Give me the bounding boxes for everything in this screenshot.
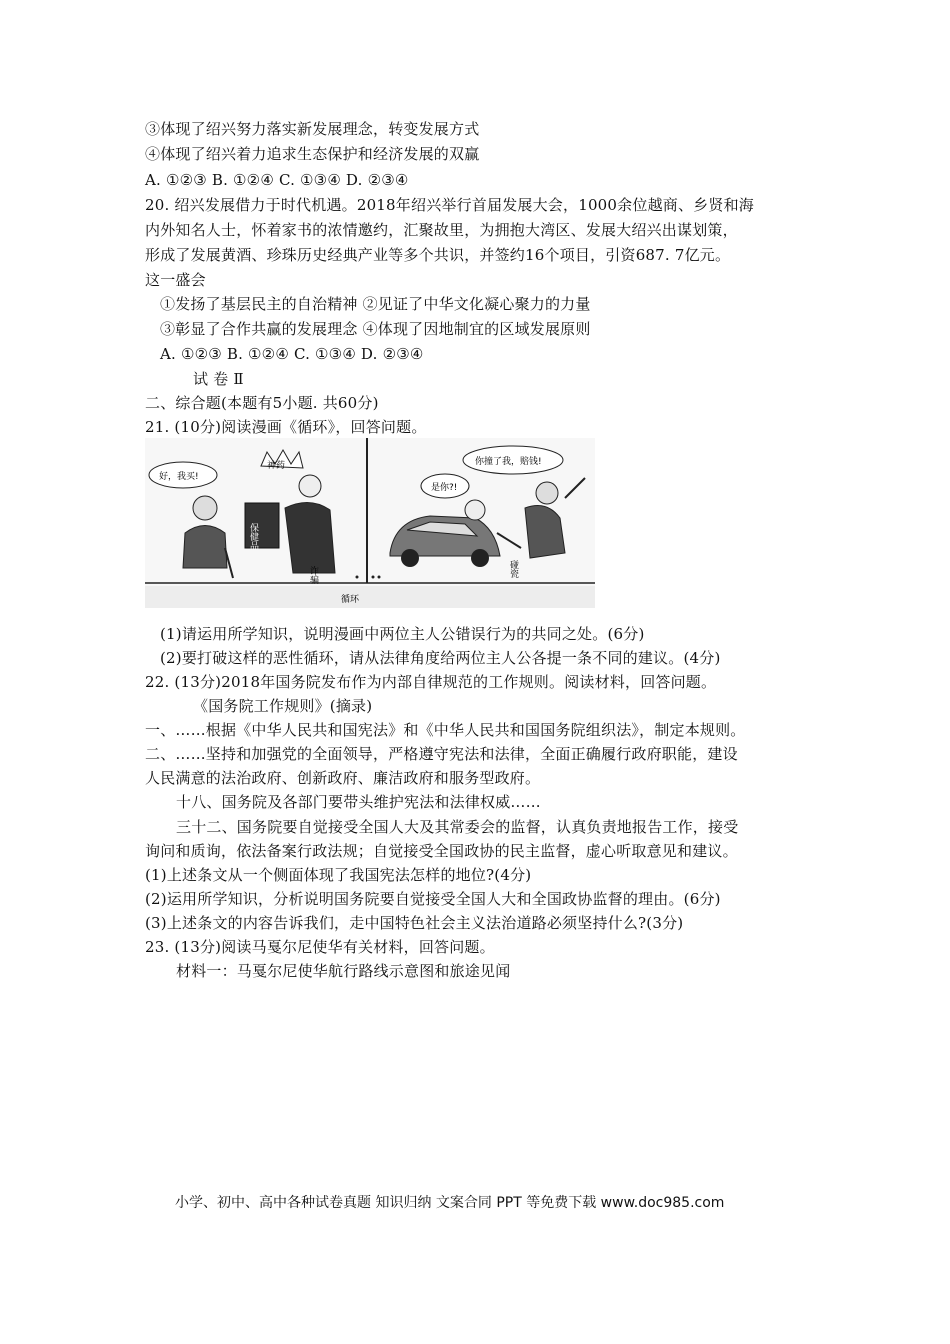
fraud-label: 诈骗 bbox=[308, 566, 318, 584]
box-text: 保健品 bbox=[248, 523, 258, 550]
question-22-part-1: (1)上述条文从一个侧面体现了我国宪法怎样的地位?(4分) bbox=[145, 866, 532, 884]
question-20-stem: 20. 绍兴发展借力于时代机遇。2018年绍兴举行首届发展大会，1000余位越商、乡贤和海 bbox=[145, 196, 754, 214]
question-20-stem-end: 这一盛会 bbox=[145, 271, 206, 289]
paper-part-heading: 试 卷 Ⅱ bbox=[193, 370, 244, 388]
section-heading: 二、综合题(本题有5小题. 共60分) bbox=[145, 394, 379, 412]
crown-text: 神药 bbox=[267, 461, 286, 471]
question-20-options-a: ①发扬了基层民主的自治精神 ②见证了中华文化凝心聚力的力量 bbox=[160, 295, 591, 313]
rule-article-2: 二、……坚持和加强党的全面领导，严格遵守宪法和法律，全面正确履行政府职能，建设 bbox=[145, 745, 738, 763]
option-3: ③体现了绍兴努力落实新发展理念，转变发展方式 bbox=[145, 120, 480, 138]
question-21-part-1: (1)请运用所学知识，说明漫画中两位主人公错误行为的共同之处。(6分) bbox=[160, 625, 645, 643]
question-20-options-b: ③彰显了合作共赢的发展理念 ④体现了因地制宜的区域发展原则 bbox=[160, 320, 591, 338]
rule-article-1: 一、……根据《中华人民共和国宪法》和《中华人民共和国国务院组织法》，制定本规则。 bbox=[145, 721, 746, 739]
question-22-part-2: (2)运用所学知识，分析说明国务院要自觉接受全国人大和全国政协监督的理由。(6分) bbox=[145, 890, 721, 908]
question-23-material-1: 材料一：马戛尔尼使华航行路线示意图和旅途见闻 bbox=[176, 962, 511, 980]
cartoon-caption: 循环 bbox=[341, 595, 360, 605]
rule-article-18: 十八、国务院及各部门要带头维护宪法和法律权威…… bbox=[176, 793, 541, 811]
answer-choices-20: A. ①②③ B. ①②④ C. ①③④ D. ②③④ bbox=[160, 345, 424, 363]
page-footer: 小学、初中、高中各种试卷真题 知识归纳 文案合同 PPT 等免费下载 www.doc985.com bbox=[175, 1195, 725, 1211]
fake-accident-label: 碰瓷 bbox=[508, 560, 518, 578]
question-20-stem-cont: 内外知名人士，怀着家书的浓情邀约，汇聚故里，为拥抱大湾区、发展大绍兴出谋划策， bbox=[145, 221, 738, 239]
question-21-part-2: (2)要打破这样的恶性循环，请从法律角度给两位主人公各提一条不同的建议。(4分) bbox=[160, 649, 721, 667]
rule-article-2-cont: 人民满意的法治政府、创新政府、廉洁政府和服务型政府。 bbox=[145, 769, 541, 787]
question-22-stem: 22. (13分)2018年国务院发布作为内部自律规范的工作规则。阅读材料，回答问题。 bbox=[145, 673, 717, 691]
question-20-stem-cont: 形成了发展黄酒、珍珠历史经典产业等多个共识，并签约16个项目，引资687. 7亿元。 bbox=[145, 246, 731, 264]
question-21-stem: 21. (10分)阅读漫画《循环》，回答问题。 bbox=[145, 418, 427, 436]
question-23-stem: 23. (13分)阅读马戛尔尼使华有关材料，回答问题。 bbox=[145, 938, 495, 956]
bubble-mid-text: 是你?! bbox=[431, 483, 458, 493]
rule-article-32: 三十二、国务院要自觉接受全国人大及其常委会的监督，认真负责地报告工作，接受 bbox=[176, 818, 739, 836]
material-title: 《国务院工作规则》(摘录) bbox=[193, 697, 373, 715]
question-22-part-3: (3)上述条文的内容告诉我们，走中国特色社会主义法治道路必须坚持什么?(3分) bbox=[145, 914, 684, 932]
bubble-right-text: 你撞了我，赔钱! bbox=[475, 457, 542, 467]
bubble-left-text: 好，我买! bbox=[159, 472, 199, 482]
rule-article-32-cont: 询问和质询，依法备案行政法规；自觉接受全国政协的民主监督，虚心听取意见和建议。 bbox=[145, 842, 738, 860]
option-4: ④体现了绍兴着力追求生态保护和经济发展的双赢 bbox=[145, 145, 480, 163]
cartoon-illustration bbox=[145, 438, 595, 608]
answer-choices-19: A. ①②③ B. ①②④ C. ①③④ D. ②③④ bbox=[145, 171, 409, 189]
